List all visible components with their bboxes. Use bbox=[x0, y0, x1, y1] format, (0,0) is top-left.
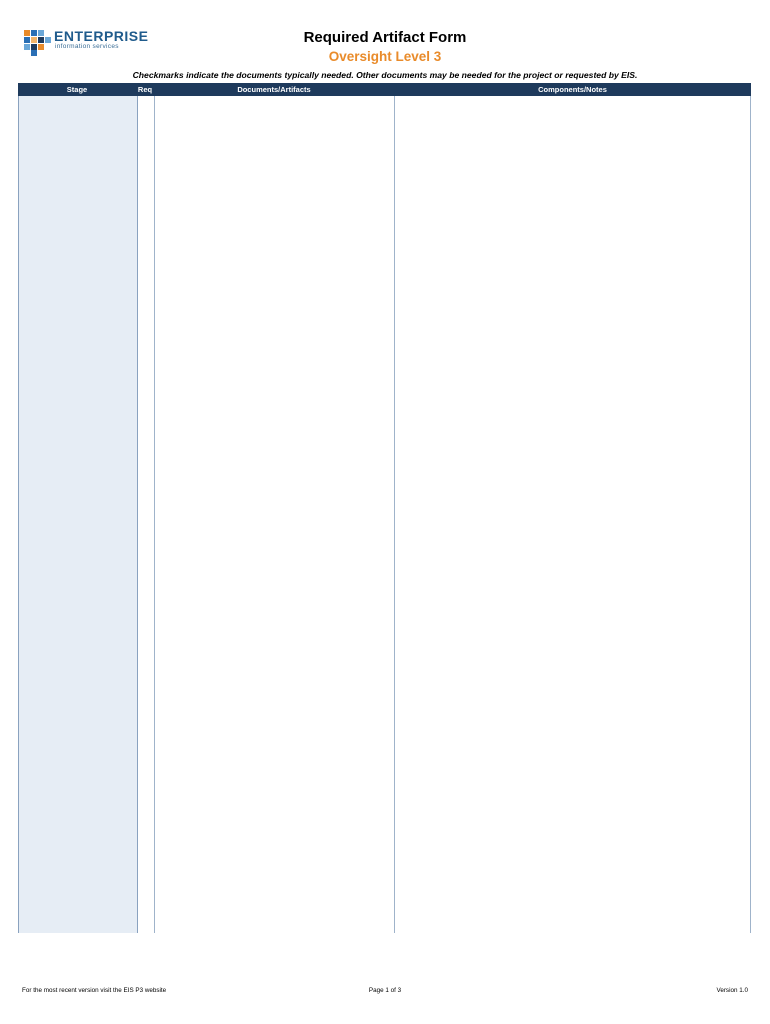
footer-page-number: Page 1 of 3 bbox=[368, 987, 402, 994]
pmp-note-gear-icon bbox=[503, 278, 609, 384]
logo-subtitle: information services bbox=[55, 43, 119, 50]
footer-website-note: For the most recent version visit the EIS P3 website bbox=[22, 987, 167, 994]
req-divider bbox=[154, 96, 155, 933]
notes-divider bbox=[394, 96, 395, 933]
footer-version: Version 1.0 bbox=[716, 987, 748, 994]
right-border bbox=[750, 96, 751, 933]
logo-name: ENTERPRISE bbox=[54, 28, 149, 44]
page-subtitle: Oversight Level 3 bbox=[328, 49, 442, 64]
page-title: Required Artifact Form bbox=[303, 29, 467, 46]
column-header-notes: Components/Notes bbox=[394, 83, 751, 96]
column-header-stage: Stage bbox=[18, 83, 136, 96]
column-header-documents: Documents/Artifacts bbox=[154, 83, 394, 96]
artifact-table bbox=[18, 83, 751, 961]
stage-column bbox=[18, 96, 138, 933]
instructions-note: Checkmarks indicate the documents typically needed. Other documents may be needed for the project or requested by EIS. bbox=[132, 70, 638, 80]
column-header-req: Req bbox=[137, 85, 153, 94]
